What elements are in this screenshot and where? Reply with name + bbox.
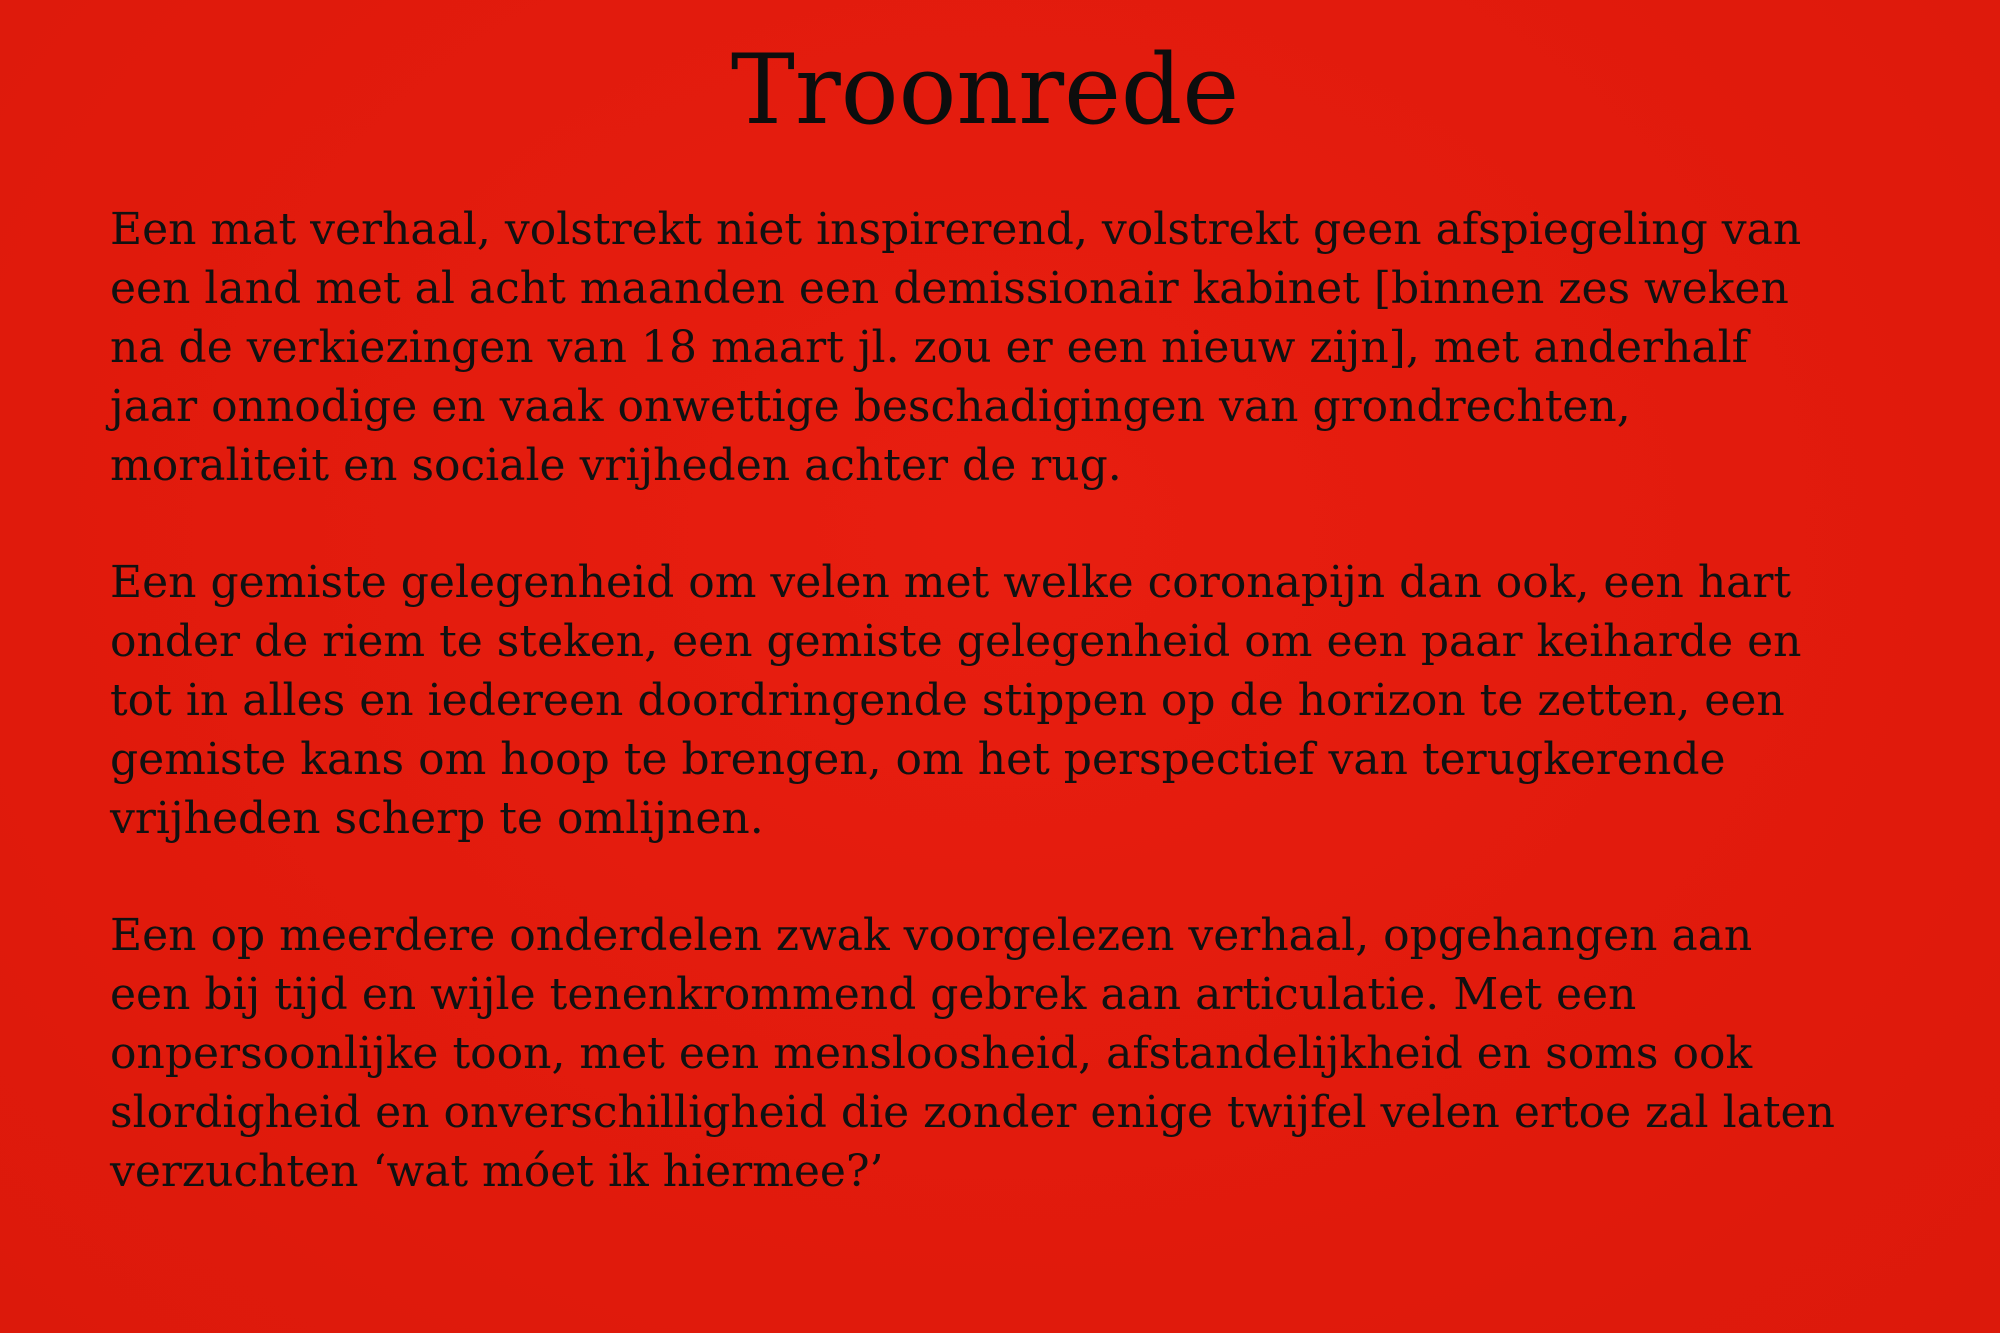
paragraph-1: Een mat verhaal, volstrekt niet inspirerend, volstrekt geen afspiegeling van een land met al acht maanden een demissionair kabinet [binnen zes weken na de verkiezingen van 18 maart jl. zou er een nieuw zijn], met anderhalf jaar onnodige en vaak onwettige beschadigingen van grondrechten, moraliteit en sociale vrijheden achter de rug. <box>110 204 1802 491</box>
paragraph-2: Een gemiste gelegenheid om velen met welke coronapijn dan ook, een hart onder de riem te steken, een gemiste gelegenheid om een paar keiharde en tot in alles en iedereen doordringende stippen op de horizon te zetten, een gemiste kans om hoop te brengen, om het perspectief van terugkerende vrijheden scherp te omlijnen. <box>110 557 1802 844</box>
paragraph-3: Een op meerdere onderdelen zwak voorgelezen verhaal, opgehangen aan een bij tijd en wijle tenenkrommend gebrek aan articulatie. Met een onpersoonlijke toon, met een mensloosheid, afstandelijkheid en soms ook slordigheid en onverschilligheid die zonder enige twijfel velen ertoe zal laten verzuchten ‘wat móet ik hiermee?’ <box>110 910 1835 1197</box>
page-title: Troonrede <box>730 34 1240 146</box>
article-body <box>110 200 1940 1259</box>
